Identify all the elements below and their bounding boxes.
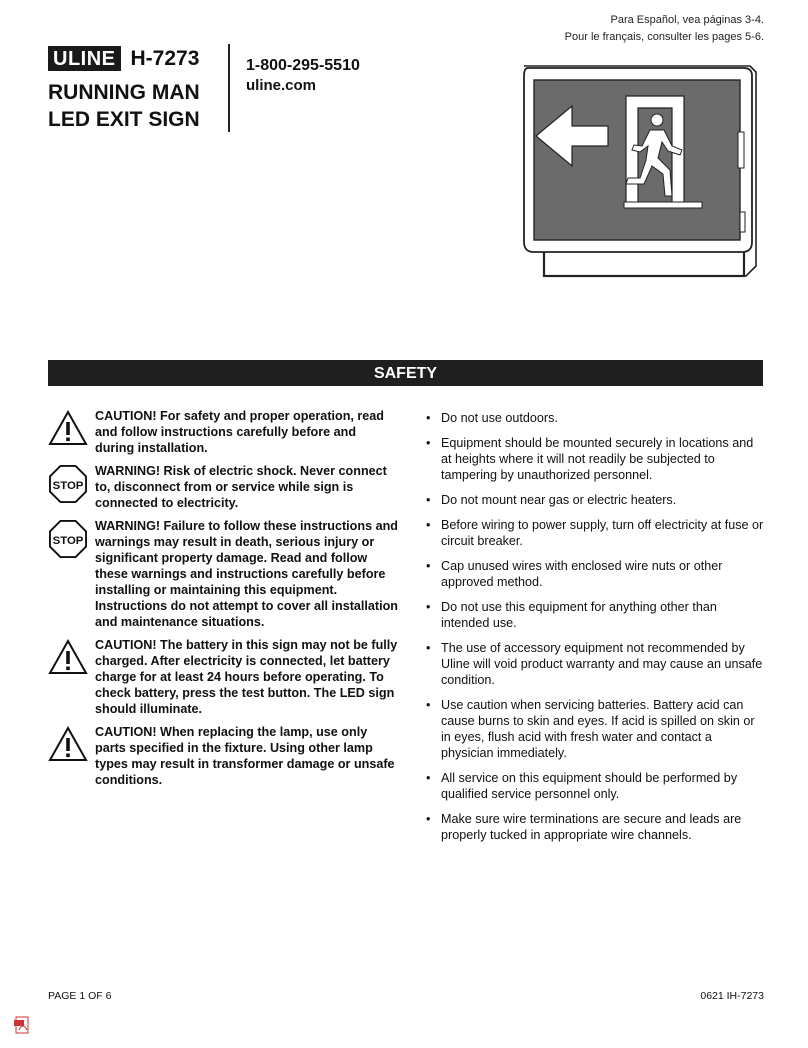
list-item	[426, 599, 764, 631]
list-item	[426, 517, 764, 549]
stop-sign-icon	[48, 520, 88, 558]
page-number: PAGE 1 OF 6	[48, 990, 112, 1002]
title-line-1: RUNNING MAN	[48, 81, 200, 104]
list-item	[426, 697, 764, 761]
pdf-icon	[14, 1016, 32, 1034]
caution-triangle-icon	[48, 726, 88, 762]
list-item	[426, 770, 764, 802]
caution-triangle-icon	[48, 639, 88, 675]
bullet-text: Before wiring to power supply, turn off electricity at fuse or circuit breaker.	[441, 518, 764, 548]
bullet-text: Make sure wire terminations are secure and leads are properly tucked in appropriate wire channels.	[441, 812, 742, 842]
bullet-text: Cap unused wires with enclosed wire nuts or other approved method.	[441, 559, 723, 589]
brand-block	[48, 46, 200, 133]
stop-label: STOP	[52, 479, 84, 492]
bullet-dot: •	[426, 698, 431, 712]
list-item	[426, 640, 764, 688]
warnings-column	[48, 408, 398, 795]
warning-text: CAUTION! For safety and proper operation, read and follow instructions carefully before and during installation.	[95, 409, 384, 455]
stop-sign-icon	[48, 465, 88, 503]
stop-label: STOP	[52, 534, 84, 547]
phone-number: 1-800-295-5510	[246, 57, 360, 74]
exit-sign-illustration	[512, 62, 764, 282]
language-note	[565, 12, 764, 46]
warning-item	[48, 463, 398, 511]
list-item	[426, 410, 764, 426]
warning-text: WARNING! Failure to follow these instructions and warnings may result in death, serious injury or significant property damage. Read and follow these warnings and instructions carefully before installing or maintaining this equipment. Instructions do not attempt to cover all installation and maintenance situations.	[95, 519, 398, 629]
list-item	[426, 435, 764, 483]
safety-heading: SAFETY	[48, 360, 763, 386]
bullet-text: Do not use this equipment for anything other than intended use.	[441, 600, 717, 630]
warning-text: CAUTION! The battery in this sign may not be fully charged. After electricity is connected, let battery charge for at least 24 hours before operating. To check battery, press the test button. The LED sign should illuminate.	[95, 638, 398, 716]
bullet-text: Equipment should be mounted securely in locations and at heights where it will not readily be subjected to tampering by unauthorized personnel.	[441, 436, 754, 482]
product-title	[48, 79, 200, 133]
bullet-text: The use of accessory equipment not recommended by Uline will void product warranty and may cause an unsafe condition.	[441, 641, 763, 687]
safety-bullet-list	[426, 410, 764, 852]
list-item	[426, 492, 764, 508]
bullet-dot: •	[426, 559, 431, 573]
bullet-text: Do not mount near gas or electric heaters.	[441, 493, 677, 507]
contact-block	[246, 56, 360, 96]
bullet-dot: •	[426, 493, 431, 507]
warning-item	[48, 518, 398, 630]
french-note: Pour le français, consulter les pages 5-6.	[564, 31, 764, 43]
bullet-text: All service on this equipment should be performed by qualified service personnel only.	[441, 771, 738, 801]
list-item	[426, 558, 764, 590]
website: uline.com	[246, 77, 317, 94]
caution-triangle-icon	[48, 410, 88, 446]
bullet-text: Do not use outdoors.	[441, 411, 558, 425]
bullet-dot: •	[426, 411, 431, 425]
bullet-dot: •	[426, 600, 431, 614]
bullet-dot: •	[426, 771, 431, 785]
bullet-dot: •	[426, 436, 431, 450]
bullet-dot: •	[426, 518, 431, 532]
bullet-dot: •	[426, 812, 431, 826]
warning-text: CAUTION! When replacing the lamp, use only parts specified in the fixture. Using other lamp types may result in transformer damage or unsafe conditions.	[95, 725, 395, 787]
list-item	[426, 811, 764, 843]
bullet-dot: •	[426, 641, 431, 655]
header-divider	[228, 44, 230, 132]
warning-item	[48, 408, 398, 456]
bullet-text: Use caution when servicing batteries. Battery acid can cause burns to skin and eyes. If acid is spilled on skin or in eyes, flush acid with fresh water and contact a physician immediately.	[441, 698, 755, 760]
warning-item	[48, 724, 398, 788]
title-line-2: LED EXIT SIGN	[48, 108, 200, 131]
spanish-note: Para Español, vea páginas 3-4.	[610, 14, 764, 26]
document-code: 0621 IH-7273	[700, 990, 764, 1002]
warning-item	[48, 637, 398, 717]
model-number: H-7273	[130, 46, 200, 70]
uline-logo: ULINE	[48, 46, 121, 71]
warning-text: WARNING! Risk of electric shock. Never connect to, disconnect from or service while sign is connected to electricity.	[95, 464, 387, 510]
